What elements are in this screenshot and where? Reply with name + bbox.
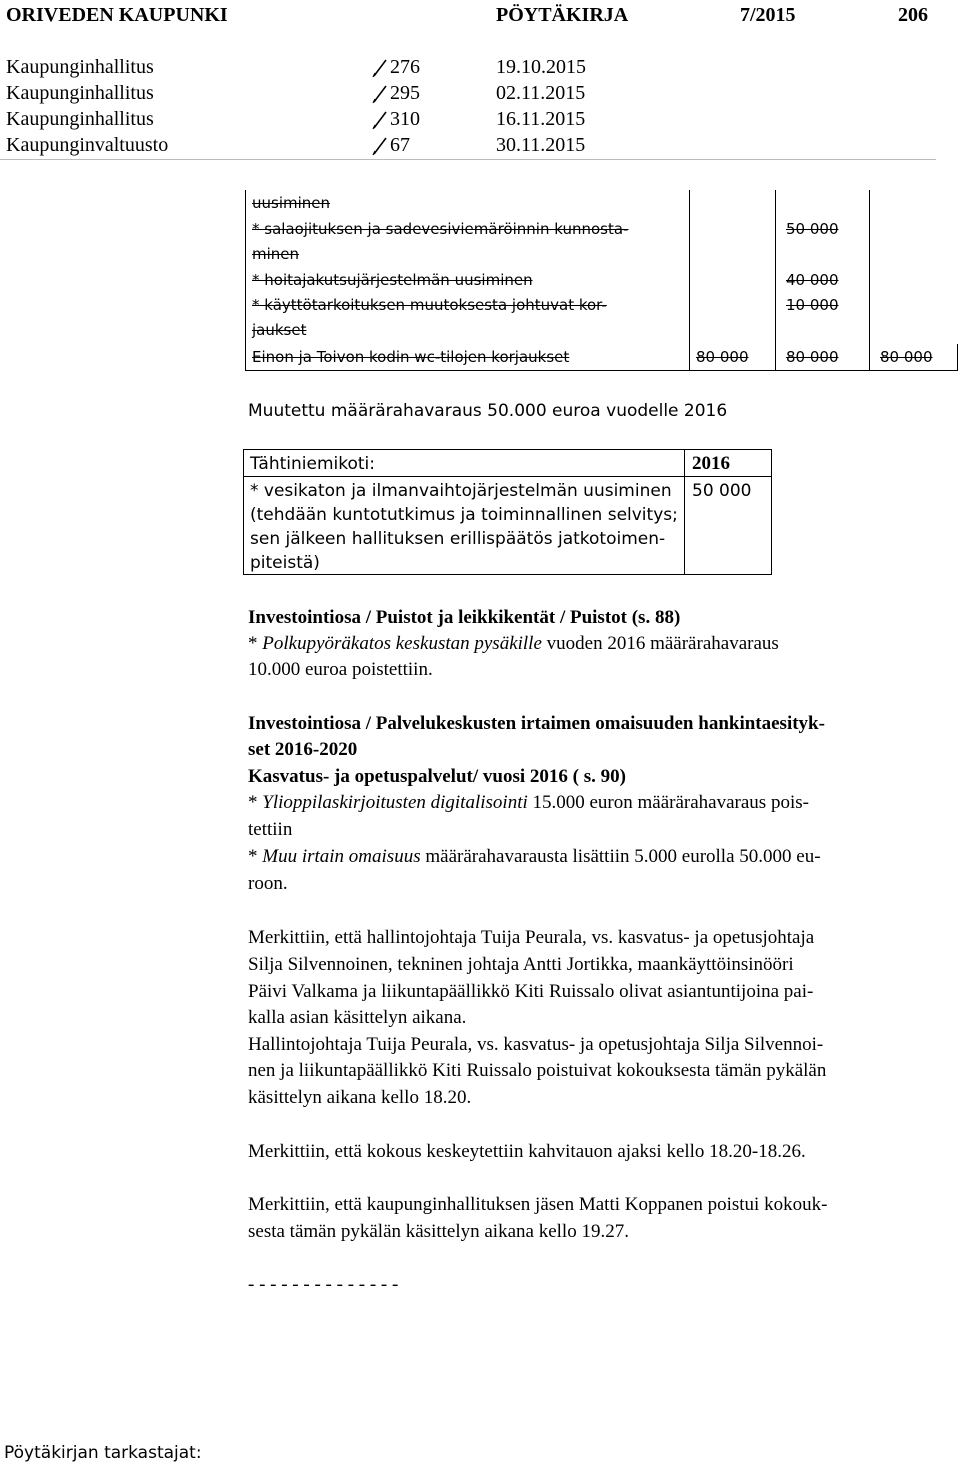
table-border xyxy=(243,574,772,575)
table-cell: sen jälkeen hallituksen erillispäätös jatkotoimen- xyxy=(250,529,666,549)
body-line: Päivi Valkama ja liikuntapäällikkö Kiti Ruissalo olivat asiantuntijoina pai- xyxy=(248,981,814,1002)
body-line xyxy=(248,631,779,657)
meeting-body: Kaupunginhallitus xyxy=(6,82,154,104)
table-header-year: 2016 xyxy=(692,453,730,474)
table-cell: minen xyxy=(252,245,300,263)
body-line: Merkittiin, että kaupunginhallituksen jäsen Matti Koppanen poistui kokouk- xyxy=(248,1194,828,1215)
separator-dashes: - - - - - - - - - - - - - - xyxy=(248,1274,399,1295)
table-cell: piteistä) xyxy=(250,553,320,573)
body-line: Merkittiin, että hallintojohtaja Tuija Peurala, vs. kasvatus- ja opetusjohtaja xyxy=(248,927,815,948)
item-text: 15.000 euron määrärahavaraus pois- xyxy=(527,792,809,813)
org-name: ORIVEDEN KAUPUNKI xyxy=(6,4,228,26)
meeting-section: 295 xyxy=(390,82,420,104)
item-text: vuoden 2016 määrärahavaraus xyxy=(541,633,779,654)
footer-label: Pöytäkirjan tarkastajat: xyxy=(4,1443,202,1463)
body-line xyxy=(248,844,821,870)
meeting-section: 276 xyxy=(390,56,420,78)
page-number: 206 xyxy=(898,4,928,26)
body-line: tettiin xyxy=(248,819,293,840)
table-cell: (tehdään kuntotutkimus ja toiminnallinen selvitys; xyxy=(250,505,678,525)
meeting-date: 30.11.2015 xyxy=(496,134,586,156)
section-heading: Investointiosa / Puistot ja leikkikentät / Puistot (s. 88) xyxy=(248,607,681,628)
item-text: määrärahavarausta lisättiin 5.000 eurolla 50.000 eu- xyxy=(420,846,821,867)
meeting-section: 310 xyxy=(390,108,420,130)
table-value: 80 000 xyxy=(786,348,839,366)
meeting-date: 02.11.2015 xyxy=(496,82,586,104)
bullet-star: * xyxy=(248,846,263,867)
table-border xyxy=(869,190,870,370)
body-line: Silja Silvennoinen, tekninen johtaja Antti Jortikka, maankäyttöinsinööri xyxy=(248,954,794,975)
table-cell: uusiminen xyxy=(252,194,331,212)
body-line: Merkittiin, että kokous keskeytettiin kahvitauon ajaksi kello 18.20-18.26. xyxy=(248,1141,806,1162)
item-name: Muu irtain omaisuus xyxy=(262,846,421,867)
body-line: sesta tämän pykälän käsittelyn aikana kello 19.27. xyxy=(248,1221,629,1242)
section-heading: set 2016-2020 xyxy=(248,739,358,760)
meeting-body: Kaupunginvaltuusto xyxy=(6,134,169,156)
section-sign-icon xyxy=(372,58,388,78)
table-value: 40 000 xyxy=(786,271,839,289)
table-border xyxy=(243,449,772,450)
body-line: nen ja liikuntapäällikkö Kiti Ruissalo poistuivat kokouksesta tämän pykälän xyxy=(248,1060,827,1081)
table-border xyxy=(771,449,772,575)
doc-number: 7/2015 xyxy=(740,4,796,26)
table-cell: jaukset xyxy=(252,321,307,339)
body-line: 10.000 euroa poistettiin. xyxy=(248,659,433,680)
meeting-date: 19.10.2015 xyxy=(496,56,586,78)
body-line: kalla asian käsittelyn aikana. xyxy=(248,1007,467,1028)
table-border xyxy=(775,190,776,370)
bullet-star: * xyxy=(248,792,263,813)
table-cell: * hoitajakutsujärjestelmän uusiminen xyxy=(252,271,533,289)
item-name: Polkupyöräkatos keskustan pysäkille xyxy=(262,633,542,654)
body-line xyxy=(248,790,809,816)
header-divider xyxy=(0,159,936,160)
table-border xyxy=(245,190,246,370)
body-line: käsittelyn aikana kello 18.20. xyxy=(248,1087,472,1108)
section-subheading: Kasvatus- ja opetuspalvelut/ vuosi 2016 ( s. 90) xyxy=(248,766,626,787)
meeting-body: Kaupunginhallitus xyxy=(6,56,154,78)
table-header-label: Tähtiniemikoti: xyxy=(250,454,375,474)
meeting-body: Kaupunginhallitus xyxy=(6,108,154,130)
table-border xyxy=(245,370,958,371)
table-value: 10 000 xyxy=(786,296,839,314)
section-sign-icon xyxy=(372,136,388,156)
item-name: Ylioppilaskirjoitusten digitalisointi xyxy=(262,792,528,813)
table-border xyxy=(689,190,690,370)
section-heading: Investointiosa / Palvelukeskusten irtaimen omaisuuden hankintaesityk- xyxy=(248,713,825,734)
table-cell: * salaojituksen ja sadevesiviemäröinnin kunnosta- xyxy=(252,220,629,238)
body-line: Hallintojohtaja Tuija Peurala, vs. kasvatus- ja opetusjohtaja Silja Silvennoi- xyxy=(248,1034,824,1055)
table-border xyxy=(684,449,685,575)
doc-type: PÖYTÄKIRJA xyxy=(496,4,629,26)
body-line: roon. xyxy=(248,873,288,894)
meeting-date: 16.11.2015 xyxy=(496,108,586,130)
meeting-section: 67 xyxy=(390,134,410,156)
table-border xyxy=(243,476,772,477)
table-border xyxy=(243,449,244,575)
table-value: 80 000 xyxy=(880,348,933,366)
note-text: Muutettu määrärahavaraus 50.000 euroa vuodelle 2016 xyxy=(248,401,728,421)
table-cell: * vesikaton ja ilmanvaihtojärjestelmän uusiminen xyxy=(250,481,672,501)
bullet-star: * xyxy=(248,633,263,654)
table-value: 80 000 xyxy=(696,348,749,366)
table-value: 50 000 xyxy=(692,481,752,501)
table-value: 50 000 xyxy=(786,220,839,238)
section-sign-icon xyxy=(372,110,388,130)
table-cell: * käyttötarkoituksen muutoksesta johtuvat kor- xyxy=(252,296,607,314)
table-border xyxy=(957,344,958,370)
table-cell: Einon ja Toivon kodin wc-tilojen korjaukset xyxy=(252,348,570,366)
section-sign-icon xyxy=(372,84,388,104)
